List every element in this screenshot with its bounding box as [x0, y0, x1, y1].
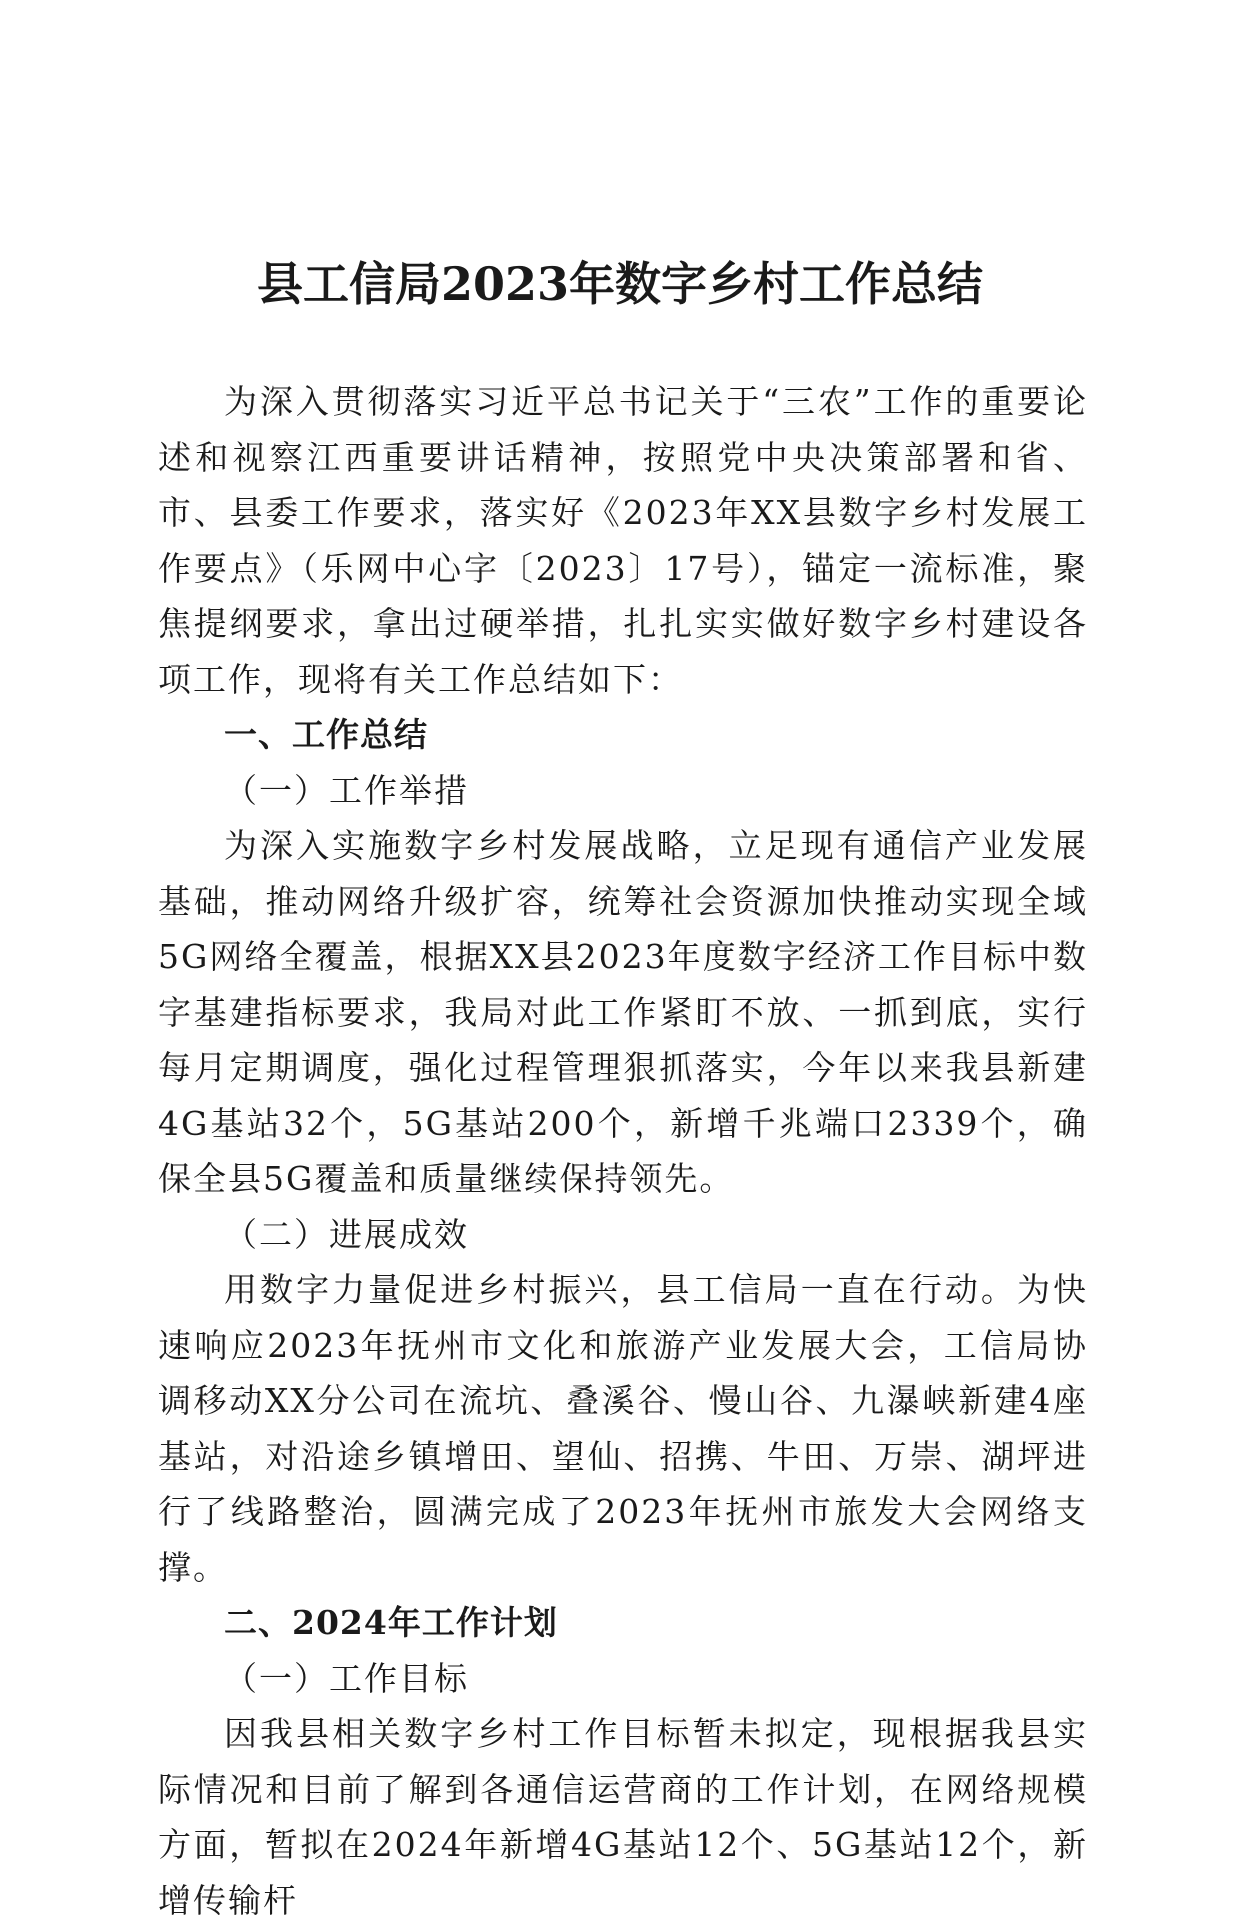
document-body	[158, 374, 1088, 1928]
document-title: 县工信局2023年数字乡村工作总结	[256, 257, 984, 311]
section-1-sub-1-heading: （一）工作举措	[224, 770, 469, 810]
section-1-sub-1-paragraph: 为深入实施数字乡村发展战略，立足现有通信产业发展基础，推动网络升级扩容，统筹社会资源加快推动实现全域5G网络全覆盖，根据XX县2023年度数字经济工作目标中数字基建指标要求，我局对此工作紧盯不放、一抓到底，实行每月定期调度，强化过程管理狠抓落实，今年以来我县新建4G基站32个，5G基站200个，新增千兆端口2339个，确保全县5G覆盖和质量继续保持领先。	[158, 826, 1088, 1198]
intro-paragraph: 为深入贯彻落实习近平总书记关于“三农”工作的重要论述和视察江西重要讲话精神，按照党中央决策部署和省、市、县委工作要求，落实好《2023年XX县数字乡村发展工作要点》（乐网中心字〔2023〕17号），锚定一流标准，聚焦提纲要求，拿出过硬举措，扎扎实实做好数字乡村建设各项工作，现将有关工作总结如下：	[158, 382, 1088, 699]
section-1-heading: 一、工作总结	[224, 715, 428, 754]
section-2-sub-1-heading: （一）工作目标	[224, 1658, 469, 1698]
section-1-sub-2-heading: （二）进展成效	[224, 1214, 469, 1254]
section-2-heading: 二、2024年工作计划	[224, 1603, 558, 1642]
section-1-sub-2-paragraph: 用数字力量促进乡村振兴，县工信局一直在行动。为快速响应2023年抚州市文化和旅游产业发展大会，工信局协调移动XX分公司在流坑、叠溪谷、慢山谷、九瀑峡新建4座基站，对沿途乡镇增田、望仙、招携、牛田、万崇、湖坪进行了线路整治，圆满完成了2023年抚州市旅发大会网络支撑。	[158, 1270, 1088, 1587]
section-2-sub-1-paragraph: 因我县相关数字乡村工作目标暂未拟定，现根据我县实际情况和目前了解到各通信运营商的工作计划，在网络规模方面，暂拟在2024年新增4G基站12个、5G基站12个，新增传输杆	[158, 1714, 1088, 1920]
